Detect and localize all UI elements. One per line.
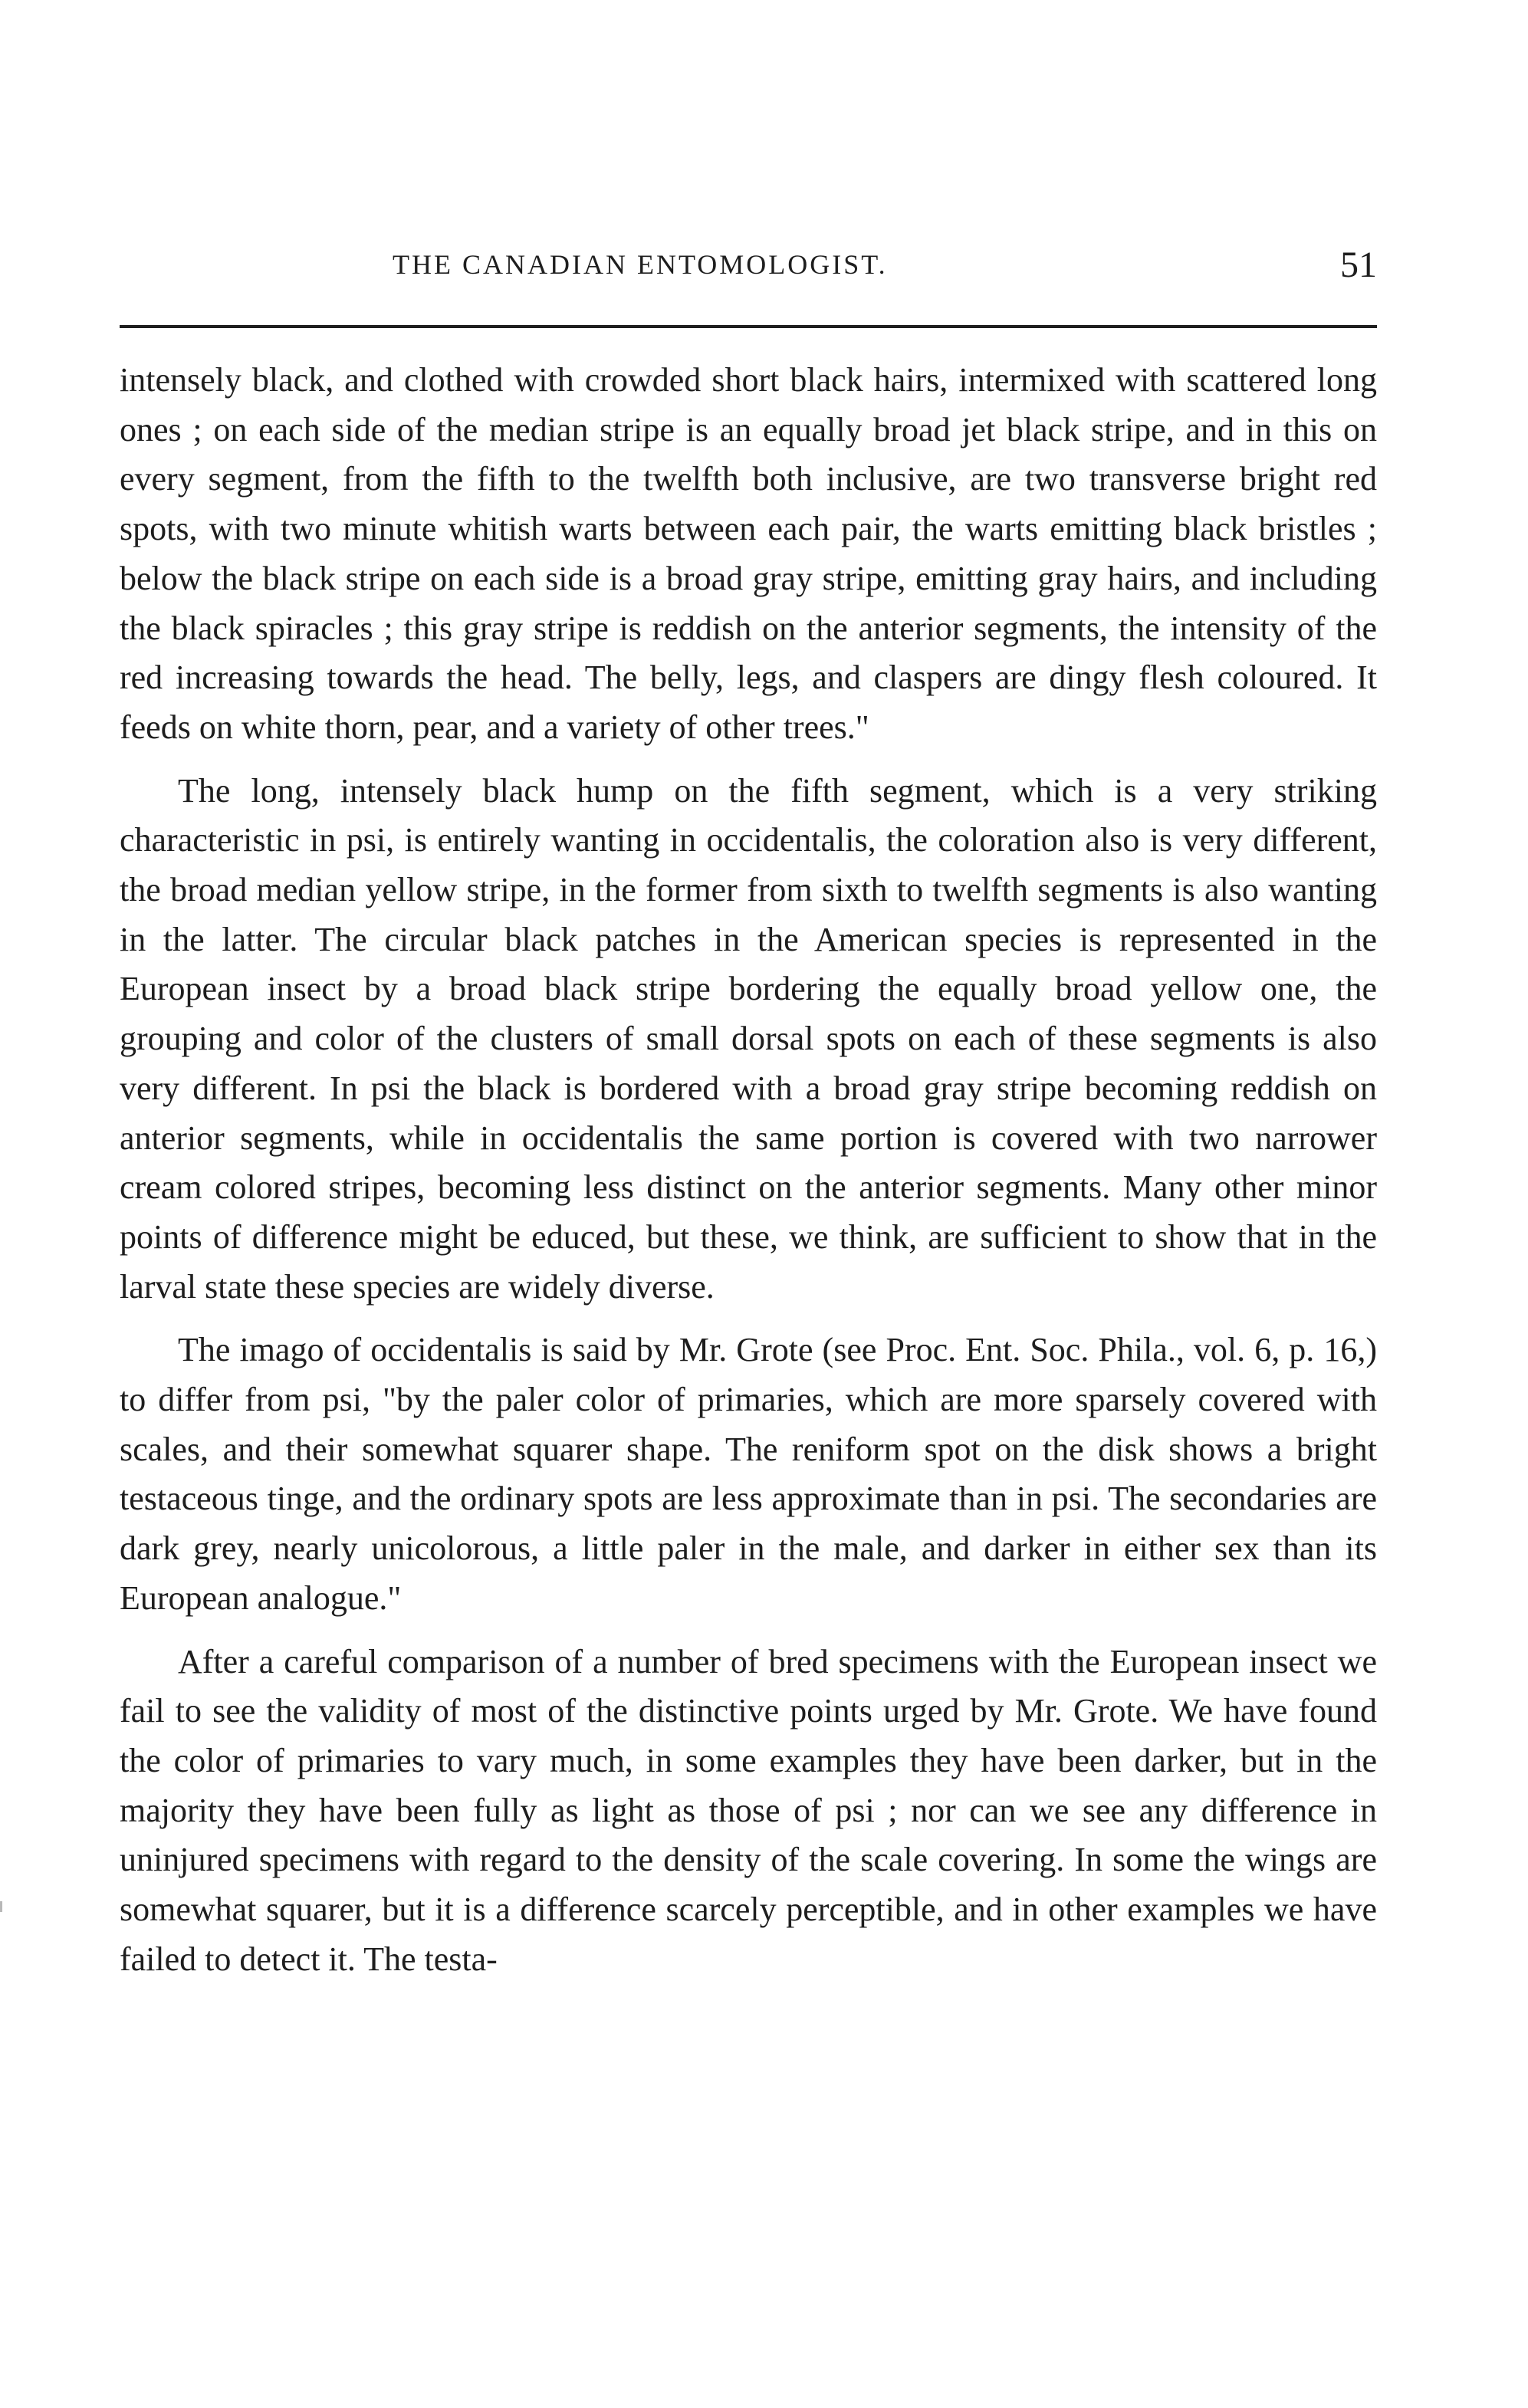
paragraph-2: The long, intensely black hump on the fifth segment, which is a very striking characteristic in psi, is entirely wanting in occidentalis, the coloration also is very different, the broad median yellow stripe, in the former from sixth to twelfth segments is also wanting in the latter. The circular black patches in the American species is represented in the European insect by a broad black stripe bordering the equally broad yellow one, the grouping and color of the clusters of small dorsal spots on each of these segments is also very different. In psi the black is bordered with a broad gray stripe becoming reddish on anterior segments, while in occidentalis the same portion is covered with two narrower cream colored stripes, becoming less distinct on the anterior segments. Many other minor points of difference might be educed, but these, we think, are sufficient to show that in the larval state these species are widely diverse. (120, 771, 1377, 1306)
paragraph-3: The imago of occidentalis is said by Mr. Grote (see Proc. Ent. Soc. Phila., vol. 6, p. 16,) to differ from psi, "by the paler color of primaries, which are more sparsely covered with scales, and their somewhat squarer shape. The reniform spot on the disk shows a bright testaceous tinge, and the ordinary spots are less approximate than in psi. The secondaries are dark grey, nearly unicolorous, a little paler in the male, and darker in either sex than its European analogue." (120, 1331, 1377, 1617)
header-rule (120, 325, 1377, 328)
page-number: 51 (1340, 245, 1377, 285)
paragraph-4: After a careful comparison of a number of bred specimens with the European insect we fail to see the validity of most of the distinctive points urged by Mr. Grote. We have found the color of primaries to vary much, in some examples they have been darker, but in the majority they have been fully as light as those of psi ; nor can we see any difference in uninjured specimens with regard to the density of the scale covering. In some the wings are somewhat squarer, but it is a difference scarcely perceptible, and in other examples we have failed to detect it. The testa- (120, 1642, 1377, 1978)
scan-edge-mark (0, 1901, 2, 1912)
body-text (120, 356, 1377, 1985)
running-head (120, 245, 1377, 291)
running-title: THE CANADIAN ENTOMOLOGIST. (393, 249, 888, 280)
paragraph-1: intensely black, and clothed with crowded short black hairs, intermixed with scattered long ones ; on each side of the median stripe is an equally broad jet black stripe, and in this on every segment, from the fifth to the twelfth both inclusive, are two transverse bright red spots, with two minute whitish warts between each pair, the warts emitting black bristles ; below the black stripe on each side is a broad gray stripe, emitting gray hairs, and including the black spiracles ; this gray stripe is reddish on the anterior segments, the intensity of the red increasing towards the head. The belly, legs, and claspers are dingy flesh coloured. It feeds on white thorn, pear, and a variety of other trees." (120, 361, 1377, 746)
